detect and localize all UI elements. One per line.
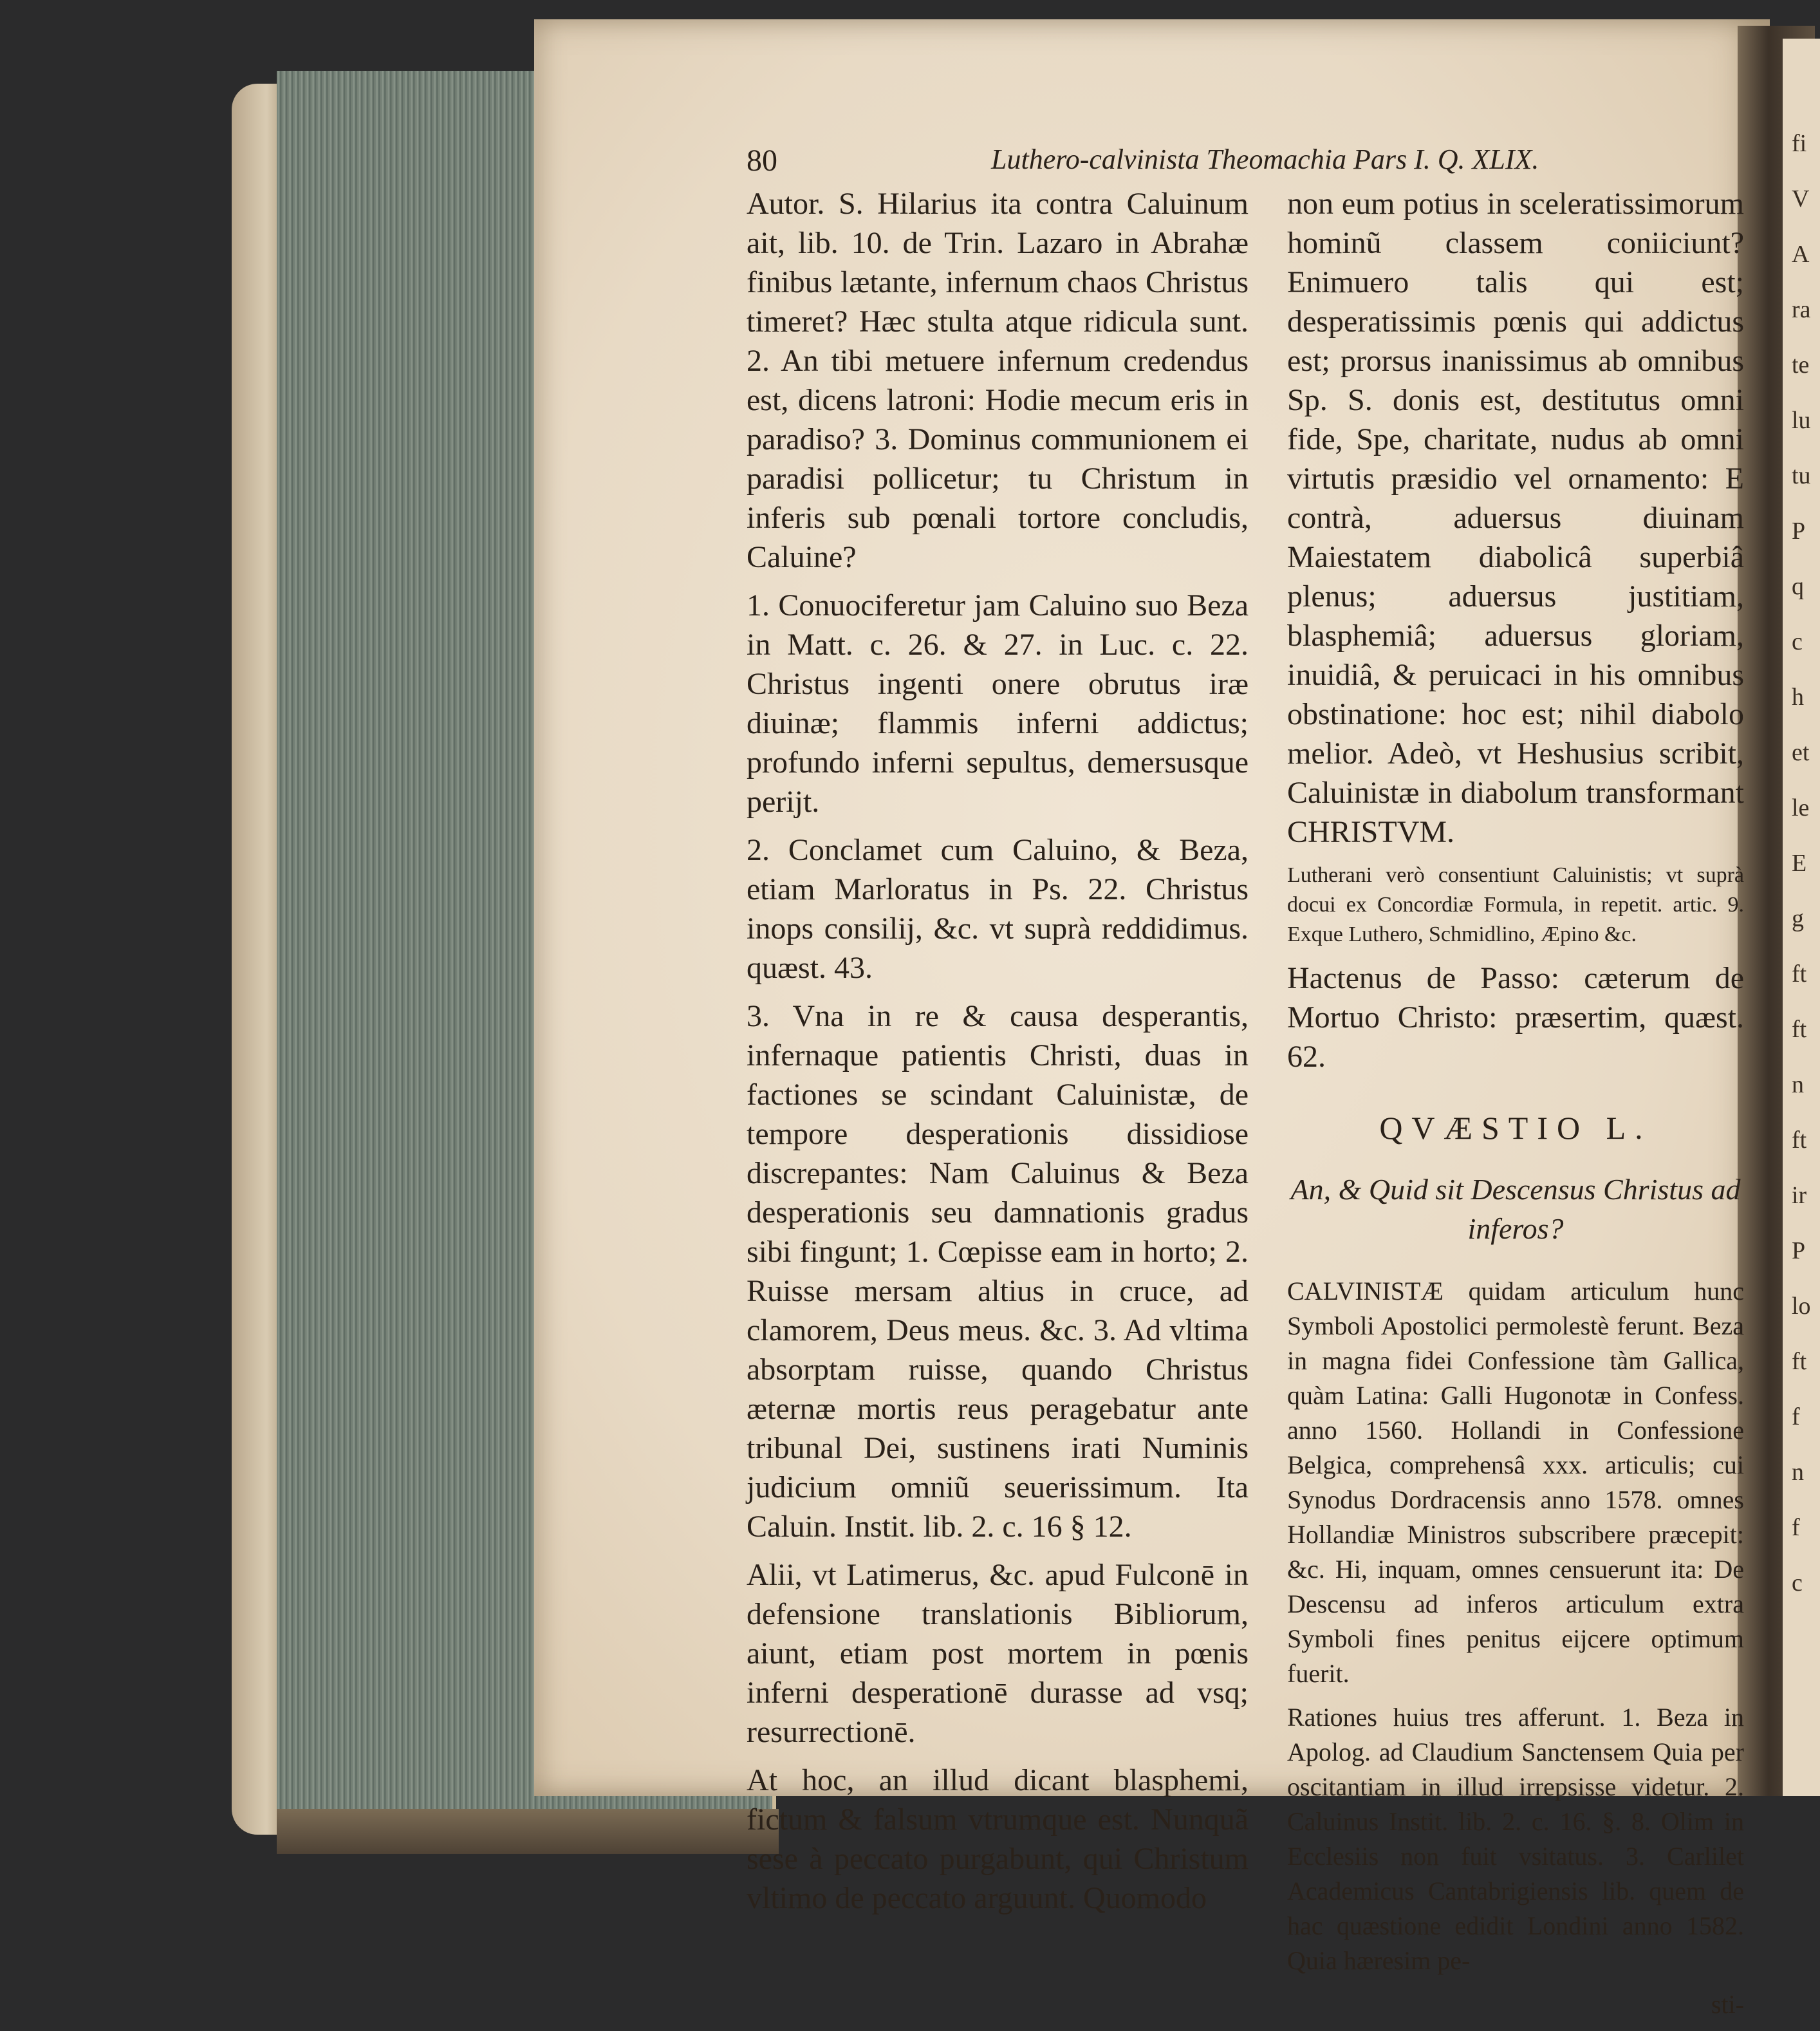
- next-page-fragment: te: [1792, 351, 1810, 379]
- paragraph: 3. Vna in re & causa desperantis, infernaque patientis Christi, duas in factiones se scindant Caluinistæ, de tempore desperationis dissidiose discrepantes: Nam Caluinus & Beza desperationis seu damnationis gradus sibi fingunt; 1. Cœpisse eam in horto; 2. Ruisse mersam altius in cruce, ad clamorem, Deus meus. &c. 3. Ad vltima absorptam ruisse, quando Christus æternæ mortis reus peragebatur ante tribunal Dei, sustinens irati Numinis judicium omniũ seuerissimum. Ita Caluin. Instit. lib. 2. c. 16 § 12.: [747, 999, 1249, 1544]
- right-column: [1287, 184, 1744, 2031]
- next-page-fragment: A: [1792, 241, 1810, 268]
- paragraph: 2. Conclamet cum Caluino, & Beza, etiam Marloratus in Ps. 22. Christus inops consilij, &c. vt suprà reddidimus. quæst. 43.: [747, 833, 1249, 985]
- paragraph: Hactenus de Passo: cæterum de Mortuo Christo: præsertim, quæst. 62.: [1287, 961, 1744, 1074]
- next-page-fragment: le: [1792, 794, 1810, 821]
- paragraph: Autor. S. Hilarius ita contra Caluinum ait, lib. 10. de Trin. Lazaro in Abrahæ finibus lætante, infernum chaos Christus timeret? Hæc stulta atque ridicula sunt. 2. An tibi metuere infernum credendus est, dicens latroni: Hodie mecum eris in paradiso? 3. Dominus communionem ei paradisi pollicetur; tu Christum in inferis sub pœnali tortore concludis, Caluine?: [747, 187, 1249, 574]
- next-page-fragment: c: [1792, 1569, 1803, 1596]
- next-page-fragment: lo: [1792, 1293, 1811, 1320]
- next-page-fragment: n: [1792, 1071, 1804, 1098]
- next-page-fragment: q: [1792, 573, 1804, 600]
- next-page-fragment: tu: [1792, 462, 1811, 489]
- next-page-fragment: c: [1792, 628, 1803, 655]
- paragraph: non eum potius in sceleratissimorum hominũ classem coniiciunt? Enimuero talis qui est; desperatissimis pœnis qui addictus est; prorsus inanissimus ab omnibus Sp. S. donis est, destitutus omni fide, Spe, charitate, nudus ab omni virtutis præsidio vel ornamento: E contrà, aduersus diuinam Maiestatem diabolicâ superbiâ plenus; aduersus justitiam, blasphemiâ; aduersus gloriam, inuidiâ, & peruicaci in his omnibus obstinatione: hoc est; nihil diabolo melior. Adeò, vt Heshusius scribit, Caluinistæ in diabolum transformant CHRISTVM.: [1287, 187, 1744, 849]
- page-edges-bottom: [277, 1809, 779, 1854]
- next-page-fragment: g: [1792, 905, 1804, 932]
- paragraph: At hoc, an illud dicant blasphemi, fictum & falsum vtrumque est. Nunquã sese à peccato purgabunt, qui Christum vltimo de peccato arguunt. Quomodo: [747, 1763, 1249, 1915]
- page-header: [747, 143, 1750, 182]
- next-page-fragment: P: [1792, 1237, 1806, 1264]
- next-page-fragment: ir: [1792, 1182, 1807, 1209]
- next-page-fragment: ft: [1792, 1348, 1807, 1375]
- page-number: 80: [747, 144, 777, 178]
- next-page-fragment: fi: [1792, 130, 1807, 157]
- question-title: QVÆSTIO L.: [1379, 1110, 1652, 1146]
- next-page-fragment: f: [1792, 1403, 1800, 1430]
- next-page-fragment: f: [1792, 1514, 1800, 1541]
- paragraph: 1. Conuociferetur jam Caluino suo Beza in Matt. c. 26. & 27. in Luc. c. 22. Christus ingenti onere obrutus iræ diuinæ; flammis inferni addictus; profundo inferni sepultus, demersusque perijt.: [747, 588, 1249, 819]
- paragraph: Rationes huius tres afferunt. 1. Beza in Apolog. ad Claudium Sanctensem Quia per oscitantiam in illud irrepsisse videtur. 2. Caluinus Instit. lib. 2. c. 16. §. 8. Olim in Ecclesiis non fuit vsitatus. 3. Carlilet Academicus Cantabrigiensis lib. quem de hac quæstione edidit Londini anno 1582. Quia hæresim pe-: [1287, 1703, 1744, 1975]
- next-page-fragment: h: [1792, 684, 1804, 711]
- next-page-fragment: E: [1792, 850, 1807, 877]
- next-page-fragment: ft: [1792, 960, 1807, 987]
- next-page-fragment: et: [1792, 739, 1810, 766]
- catchword: sti-: [1711, 1990, 1744, 2019]
- next-page-fragment: n: [1792, 1459, 1804, 1486]
- next-page-fragment: lu: [1792, 407, 1811, 434]
- paragraph: Alii, vt Latimerus, &c. apud Fulconē in defensione translationis Bibliorum, aiunt, etiam post mortem in pœnis inferni desperationē durasse ad vsq; resurrectionē.: [747, 1558, 1249, 1749]
- next-page-fragment: V: [1792, 185, 1810, 212]
- lutherani-note: Lutherani verò consentiunt Caluinistis; vt suprà docui ex Concordiæ Formula, in repetit. artic. 9. Exque Luthero, Schmidlino, Æpino &c.: [1287, 863, 1744, 946]
- next-page-fragment: ra: [1792, 296, 1811, 323]
- question-subtitle: An, & Quid sit Descensus Christus ad inferos?: [1290, 1173, 1741, 1245]
- next-page-fragment: ft: [1792, 1016, 1807, 1043]
- left-column: [747, 184, 1249, 1927]
- next-page-fragment: P: [1792, 518, 1806, 545]
- paragraph: CALVINISTÆ quidam articulum hunc Symboli Apostolici permolestè ferunt. Beza in magna fidei Confessione tàm Gallica, quàm Latina: Galli Hugonotæ in Confess. anno 1560. Hollandi in Confessione Belgica, comprehensâ xxx. articulis; cui Synodus Dordracensis anno 1578. omnes Hollandiæ Ministros subscribere præcepit: &c. Hi, inquam, omnes censuerunt ita: De Descensu ad inferos articulum extra Symboli fines penitus eijcere optimum fuerit.: [1287, 1277, 1744, 1688]
- next-page-fragment: ft: [1792, 1127, 1807, 1154]
- running-title: Luthero-calvinista Theomachia Pars I. Q. XLIX.: [991, 144, 1539, 175]
- next-page-fragments: [1792, 116, 1820, 1611]
